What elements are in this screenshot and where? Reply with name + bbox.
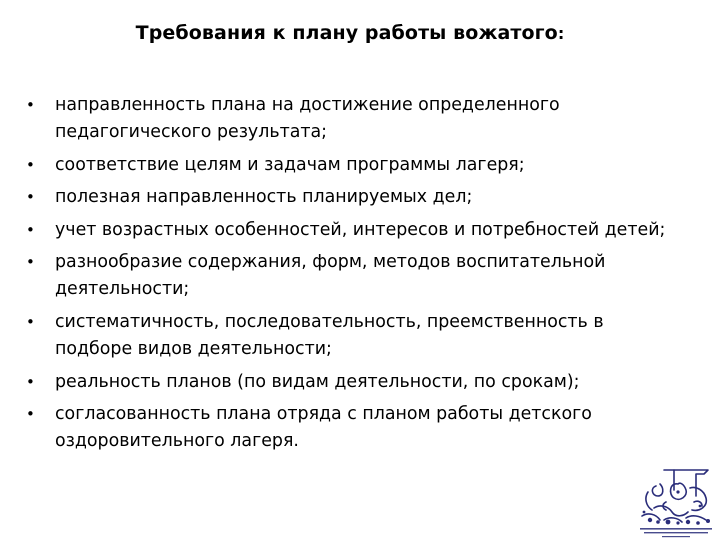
list-item [26, 369, 666, 396]
bullet-icon: • [26, 405, 35, 424]
list-item-text: полезная направленность планируемых дел; [55, 187, 473, 208]
list-item-text: реальность планов (по видам деятельности, по срокам); [55, 371, 580, 392]
list-item-text: согласованность плана отряда с планом работы детского оздоровительного лагеря. [55, 404, 592, 452]
bullet-icon: • [26, 188, 35, 207]
list-item-text: разнообразие содержания, форм, методов воспитательной деятельности; [55, 252, 606, 300]
bullet-icon: • [26, 253, 35, 272]
list-item-text: учет возрастных особенностей, интересов и потребностей детей; [55, 219, 666, 240]
list-item [26, 401, 666, 456]
bullet-icon: • [26, 96, 35, 114]
list-item [26, 309, 666, 364]
bullet-icon: • [26, 372, 35, 391]
list-item [26, 184, 666, 211]
slide-title-text: Требования к плану работы вожатого [135, 22, 558, 44]
list-item [26, 152, 666, 179]
list-item [26, 92, 666, 147]
bullet-icon: • [26, 155, 35, 174]
list-item [26, 217, 666, 244]
list-item-text: направленность плана на достижение определенного педагогического результата; [55, 95, 560, 143]
bullet-icon: • [26, 312, 35, 331]
slide-title [0, 22, 700, 44]
requirements-list [26, 92, 666, 461]
list-item [26, 249, 666, 304]
bullet-icon: • [26, 220, 35, 239]
list-item-text: соответствие целям и задачам программы лагеря; [55, 154, 525, 175]
camp-emblem-icon [634, 462, 718, 540]
slide-title-colon: : [557, 24, 565, 43]
list-item-text: систематичность, последовательность, преемственность в подборе видов деятельности; [55, 311, 604, 360]
